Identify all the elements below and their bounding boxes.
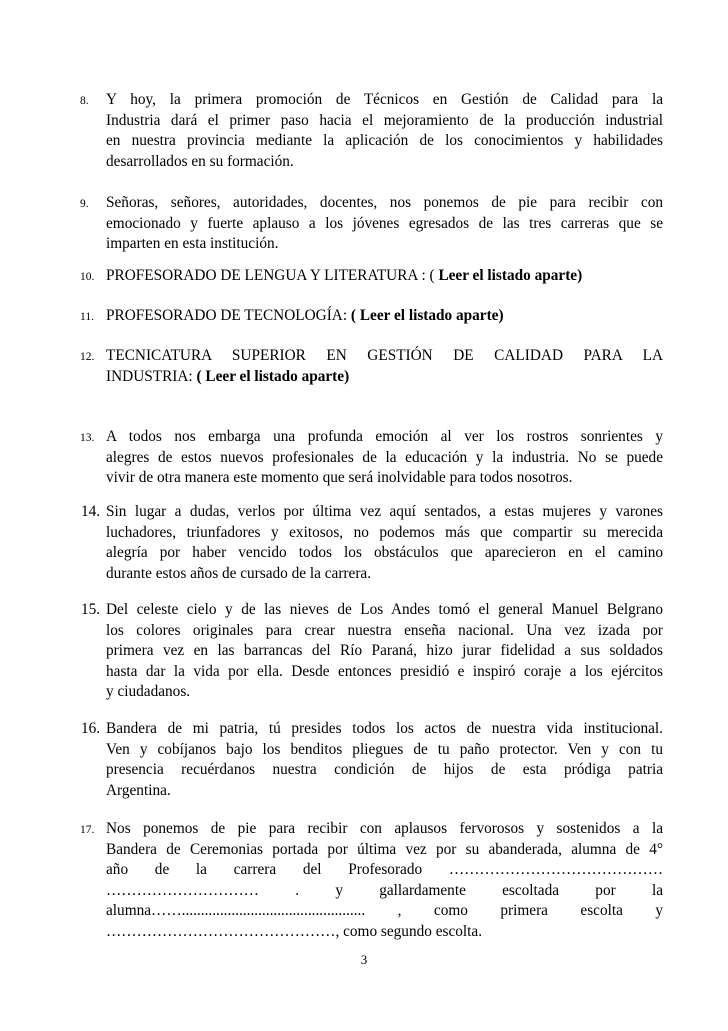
paragraph-16: [80, 719, 663, 801]
paragraph-line: y ciudadanos.: [106, 683, 191, 700]
paragraph-line: Señoras, señores, autoridades, docentes, nos ponemos de pie para recibir con: [106, 194, 663, 211]
paragraph-line: durante estos años de cursado de la carrera.: [106, 564, 372, 582]
paragraph-line: Ven y cobíjanos bajo los benditos pliegues de tu paño protector. Ven y con tu: [106, 740, 663, 758]
program-name: INDUSTRIA:: [106, 367, 197, 385]
paragraph-line: hasta dar la vida por ella. Desde entonces presidió e inspiró coraje a los ejércitos: [106, 662, 663, 680]
item-number: 12.: [80, 351, 95, 363]
item-number: 10.: [80, 271, 95, 283]
paragraph-9: [80, 193, 663, 255]
paragraph-line: año de la carrera del Profesorado ……………………………………: [106, 861, 663, 878]
paragraph-13: [80, 427, 663, 489]
paragraph-line: luchadores, triunfadores y exitosos, no podemos más que compartir su merecida: [106, 523, 663, 541]
paragraph-line: vivir de otra manera este momento que será inolvidable para todos nosotros.: [106, 469, 573, 486]
item-number: 8.: [80, 95, 89, 107]
paragraph-8: [80, 90, 663, 172]
item-number: 17.: [80, 824, 95, 836]
paragraph-15: [80, 600, 663, 703]
item-number: 15.: [81, 601, 101, 618]
paragraph-line: presencia recuérdanos nuestra condición de hijos de esta pródiga patria: [106, 761, 663, 778]
paragraph-line: primera vez en las barrancas del Río Paraná, hizo jurar fidelidad a sus soldados: [106, 642, 663, 659]
item-number: 13.: [80, 432, 95, 444]
paragraph-line: desarrollados en su formación.: [106, 152, 294, 170]
paragraph-line: Bandera de Ceremonias portada por última vez por su abanderada, alumna de 4°: [106, 840, 663, 858]
paragraph-line: [80, 266, 663, 287]
program-name: PROFESORADO DE LENGUA Y LITERATURA : (: [106, 267, 439, 284]
paragraph-line: Argentina.: [106, 781, 171, 799]
paragraph-line: Nos ponemos de pie para recibir con aplausos fervorosos y sostenidos a la: [106, 820, 663, 837]
item-number: 16.: [81, 720, 101, 737]
paragraph-line: Industria dará el primer paso hacia el mejoramiento de la producción industrial: [106, 111, 663, 129]
item-number: 11.: [80, 311, 94, 323]
item-number: 9.: [80, 198, 89, 210]
paragraph-10: [80, 266, 663, 287]
read-list-instruction: ( Leer el listado aparte): [196, 367, 350, 385]
paragraph-line: alumna……................................................ , como primera escolta y: [106, 902, 663, 919]
paragraph-line: ………………………… . y gallardamente escoltada por la: [106, 881, 663, 899]
paragraph-line: alegres de estos nuevos profesionales de la educación y la industria. No se puede: [106, 448, 663, 466]
program-name: PROFESORADO DE TECNOLOGÍA:: [106, 307, 351, 324]
paragraph-line: TECNICATURA SUPERIOR EN GESTIÓN DE CALIDAD PARA LA: [106, 347, 663, 364]
paragraph-line: en nuestra provincia mediante la aplicación de los conocimientos y habilidades: [106, 132, 663, 149]
paragraph-line: A todos nos embarga una profunda emoción al ver los rostros sonrientes y: [106, 428, 663, 445]
item-number: 14.: [81, 503, 101, 520]
paragraph-14: [80, 502, 663, 584]
paragraph-12: [80, 346, 663, 387]
paragraph-line: Y hoy, la primera promoción de Técnicos en Gestión de Calidad para la: [106, 91, 663, 108]
paragraph-line: Bandera de mi patria, tú presides todos los actos de nuestra vida institucional.: [106, 720, 663, 737]
paragraph-line: ………………………………………, como segundo escolta.: [106, 922, 483, 940]
read-list-instruction: ( Leer el listado aparte): [350, 307, 504, 324]
paragraph-line: Sin lugar a dudas, verlos por última vez aquí sentados, a estas mujeres y varones: [106, 503, 663, 520]
paragraph-line: Del celeste cielo y de las nieves de Los Andes tomó el general Manuel Belgrano: [106, 601, 663, 618]
page-number: 3: [360, 952, 368, 967]
paragraph-line: emocionado y fuerte aplauso a los jóvenes egresados de las tres carreras que se: [106, 214, 663, 232]
paragraph-11: [80, 306, 663, 327]
paragraph-line: [80, 306, 663, 327]
paragraph-line: los colores originales para crear nuestra enseña nacional. Una vez izada por: [106, 621, 663, 639]
read-list-instruction: Leer el listado aparte): [438, 267, 583, 284]
paragraph-line: [80, 367, 663, 388]
paragraph-17: [80, 819, 663, 942]
paragraph-line: imparten en esta institución.: [106, 235, 279, 252]
paragraph-line: alegría por haber vencido todos los obstáculos que aparecieron en el camino: [106, 544, 663, 561]
